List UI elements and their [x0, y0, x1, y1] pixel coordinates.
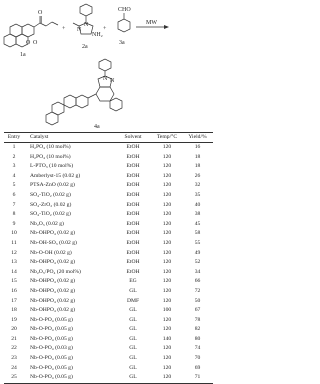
pyrazole-n-label: N	[84, 22, 89, 28]
cell-solvent: GL	[129, 335, 137, 342]
cell-solvent: EtOH	[126, 163, 140, 170]
table-row	[4, 172, 213, 182]
cell-entry: 14	[11, 268, 17, 275]
product-n2-label: N	[110, 78, 115, 84]
cell-solvent: GL	[129, 374, 137, 381]
cell-catalyst: Nb-OHPO₄ (0.02 g)	[30, 297, 75, 304]
cell-solvent: GL	[129, 316, 137, 323]
cell-temperature: 120	[162, 211, 172, 218]
header-solvent: Solvent	[124, 134, 142, 140]
cell-entry: 11	[11, 239, 17, 246]
cell-entry: 24	[11, 364, 17, 371]
compound-3a-label: 3a	[119, 40, 125, 46]
cell-yield: 45	[194, 220, 201, 227]
cell-yield: 69	[194, 364, 201, 371]
cell-temperature: 120	[162, 172, 172, 179]
cell-yield: 70	[194, 355, 201, 362]
table-row	[4, 143, 213, 153]
table-row	[4, 153, 213, 163]
header-catalyst: Catalyst	[30, 134, 49, 140]
cell-yield: 71	[194, 374, 201, 381]
cell-solvent: EtOH	[126, 259, 140, 266]
cell-entry: 12	[11, 249, 17, 256]
cell-yield: 26	[194, 172, 201, 179]
cell-entry: 13	[11, 259, 17, 266]
cell-temperature: 120	[162, 268, 172, 275]
cell-solvent: EtOH	[126, 220, 140, 227]
cell-catalyst: Nb-OHPO₄ (0.02 g)	[30, 307, 75, 314]
cell-catalyst: Nb-OH-SO₃ (0.02 g)	[30, 239, 77, 246]
cell-catalyst: Nb-O-PO₄ (0.05 g)	[30, 355, 73, 362]
cell-solvent: EtOH	[126, 268, 140, 275]
cell-temperature: 120	[162, 249, 172, 256]
aminopyrazole-2a-structure	[73, 4, 93, 34]
cell-entry: 20	[11, 326, 17, 333]
optimization-table	[4, 132, 213, 384]
cell-temperature: 120	[162, 278, 172, 285]
cell-catalyst: H₂PO₄ (10 mol%)	[30, 153, 71, 160]
cell-solvent: EtOH	[126, 144, 140, 150]
cell-entry: 25	[11, 374, 17, 381]
table-row	[4, 191, 213, 201]
cell-temperature: 120	[162, 201, 172, 208]
cell-solvent: EtOH	[126, 153, 140, 160]
table-row	[4, 239, 213, 249]
cell-temperature: 120	[162, 153, 172, 160]
benzaldehyde-3a-structure	[118, 13, 130, 32]
table-row	[4, 210, 213, 220]
cell-temperature: 120	[162, 220, 172, 227]
cell-entry: 6	[12, 191, 16, 198]
cell-temperature: 140	[162, 335, 172, 342]
table-row	[4, 364, 213, 374]
cell-entry: 10	[11, 230, 17, 237]
cell-yield: 18	[194, 153, 201, 160]
cell-yield: 40	[194, 201, 201, 208]
header-yield: Yield/%	[188, 134, 207, 140]
cell-yield: 32	[194, 182, 201, 189]
cell-catalyst: L-PTO₃ (10 mol%)	[30, 163, 74, 170]
pyranone-o2-label: O	[33, 40, 38, 46]
cell-entry: 5	[12, 182, 16, 189]
cell-entry: 2	[12, 153, 16, 160]
cell-catalyst: Nb-O-PO₄ (0.05 g)	[30, 316, 73, 323]
compound-1a-label: 1a	[20, 52, 26, 58]
cell-entry: 18	[11, 307, 17, 314]
cell-solvent: GL	[129, 307, 137, 314]
cell-catalyst: Nb₂O₅/PO₄ (20 mol%)	[30, 268, 81, 275]
cell-temperature: 120	[162, 191, 172, 198]
cell-catalyst: Nb-OHPO₄ (0.02 g)	[30, 278, 75, 285]
cell-temperature: 120	[162, 374, 172, 381]
cell-catalyst: Nb-O-PO₄ (0.05 g)	[30, 326, 73, 333]
plus-sign: +	[103, 26, 107, 32]
cell-temperature: 120	[162, 144, 172, 150]
cell-catalyst: PTSA-ZnO (0.02 g)	[30, 182, 75, 189]
table-row	[4, 220, 213, 230]
ketone-o-label: O	[38, 10, 43, 16]
cell-solvent: EtOH	[126, 191, 140, 198]
table-row	[4, 249, 213, 259]
cell-yield: 18	[194, 163, 201, 170]
cell-yield: 52	[194, 259, 201, 266]
cell-entry: 23	[11, 355, 17, 362]
cell-yield: 58	[194, 230, 201, 237]
table-row	[4, 229, 213, 239]
table-row	[4, 181, 213, 191]
product-n1-label: N	[103, 76, 108, 82]
cell-entry: 19	[11, 316, 17, 323]
cell-yield: 74	[194, 345, 201, 352]
pyranone-o1-label: O	[26, 40, 31, 46]
cell-entry: 21	[11, 335, 17, 342]
cell-catalyst: Nb-O-PO₄ (0.05 g)	[30, 374, 73, 381]
cell-catalyst: Amberlyst-15 (0.02 g)	[30, 172, 81, 179]
header-temperature: Temp/°C	[156, 134, 178, 140]
naphthopyranone-ketone-1a-structure	[4, 16, 58, 47]
cell-solvent: GL	[129, 326, 137, 333]
cell-catalyst: Nb-OHPO₄ (0.02 g)	[30, 259, 75, 266]
cell-entry: 15	[11, 278, 17, 285]
cell-temperature: 120	[162, 345, 172, 352]
plus-sign: +	[62, 26, 66, 32]
cell-yield: 78	[194, 316, 201, 323]
cell-solvent: GL	[129, 287, 137, 294]
table-row	[4, 325, 213, 335]
cell-yield: 38	[194, 211, 201, 218]
cell-solvent: EtOH	[126, 239, 140, 246]
cell-solvent: EtOH	[126, 230, 140, 237]
cell-temperature: 120	[162, 326, 172, 333]
cell-entry: 3	[12, 163, 16, 170]
cell-yield: 49	[194, 249, 201, 256]
cell-solvent: EtOH	[126, 201, 140, 208]
cell-solvent: EG	[129, 278, 137, 285]
cell-yield: 35	[194, 191, 201, 198]
cell-entry: 7	[12, 201, 16, 208]
cell-catalyst: Nb-O-PO₄ (0.05 g)	[30, 364, 73, 371]
cell-entry: 17	[11, 297, 17, 304]
cell-entry: 8	[12, 211, 16, 218]
cell-temperature: 120	[162, 364, 172, 371]
cell-yield: 80	[194, 335, 201, 342]
cell-catalyst: Nb-OHPO₄ (0.02 g)	[30, 230, 75, 237]
table-row	[4, 277, 213, 287]
cell-temperature: 120	[162, 287, 172, 294]
cell-temperature: 120	[162, 259, 172, 266]
cell-catalyst: Nb-O-OH (0.02 g)	[30, 249, 72, 256]
cell-solvent: GL	[129, 355, 137, 362]
table-body	[4, 143, 213, 384]
table-row	[4, 268, 213, 278]
table-row	[4, 316, 213, 326]
table-row	[4, 354, 213, 364]
header-entry: Entry	[7, 134, 21, 140]
cell-yield: 66	[194, 278, 201, 285]
cell-solvent: EtOH	[126, 182, 140, 189]
cell-temperature: 120	[162, 163, 172, 170]
table-row	[4, 258, 213, 268]
cell-catalyst: Nb-O-PO₄ (0.03 g)	[30, 345, 73, 352]
microwave-label: MW	[146, 20, 157, 26]
cell-solvent: GL	[129, 345, 137, 352]
cell-yield: 16	[194, 144, 201, 150]
cell-yield: 34	[194, 268, 201, 275]
cell-catalyst: SO₄-ZrO₂ (0.02 g)	[30, 201, 72, 208]
cell-solvent: GL	[129, 364, 137, 371]
cell-temperature: 120	[162, 239, 172, 246]
cell-solvent: DMF	[126, 297, 140, 304]
pyrazole-nh-label: N	[77, 27, 82, 33]
cell-solvent: EtOH	[126, 172, 140, 179]
table-row	[4, 201, 213, 211]
cell-entry: 9	[12, 220, 16, 227]
table-row	[4, 162, 213, 172]
cell-entry: 22	[11, 345, 17, 352]
cell-entry: 1	[12, 144, 16, 150]
table-row	[4, 297, 213, 307]
cell-yield: 82	[194, 326, 201, 333]
table-row	[4, 306, 213, 316]
cell-catalyst: H₂PO₄ (10 mol%)	[30, 144, 71, 150]
compound-2a-label: 2a	[82, 44, 88, 50]
product-4a-structure	[46, 59, 122, 125]
cell-temperature: 120	[162, 297, 172, 304]
cell-yield: 72	[194, 287, 201, 294]
table-row	[4, 344, 213, 354]
aldehyde-label: CHO	[118, 7, 131, 13]
compound-4a-label: 4a	[94, 124, 100, 130]
cell-entry: 16	[11, 287, 17, 294]
cell-solvent: EtOH	[126, 249, 140, 256]
table-header-row	[4, 132, 213, 143]
amine-label: NH₂	[92, 32, 103, 38]
cell-catalyst: Nb₂O₅ (0.02 g)	[30, 220, 64, 227]
reaction-scheme	[0, 0, 215, 132]
cell-catalyst: SO₄-TiO₂ (0.02 g)	[30, 191, 71, 198]
cell-temperature: 100	[162, 307, 172, 314]
table-row	[4, 287, 213, 297]
cell-solvent: EtOH	[126, 211, 140, 218]
cell-temperature: 120	[162, 355, 172, 362]
cell-catalyst: Nb-OHPO₄ (0.02 g)	[30, 287, 75, 294]
table-row	[4, 335, 213, 345]
cell-entry: 4	[12, 172, 16, 179]
cell-yield: 67	[194, 307, 201, 314]
cell-yield: 55	[194, 239, 201, 246]
cell-catalyst: Nb-O-PO₄ (0.05 g)	[30, 335, 73, 342]
cell-yield: 50	[194, 297, 201, 304]
cell-catalyst: SO₄-TiO₂ (0.02 g)	[30, 211, 71, 218]
cell-temperature: 120	[162, 316, 172, 323]
cell-temperature: 120	[162, 230, 172, 237]
cell-temperature: 120	[162, 182, 172, 189]
